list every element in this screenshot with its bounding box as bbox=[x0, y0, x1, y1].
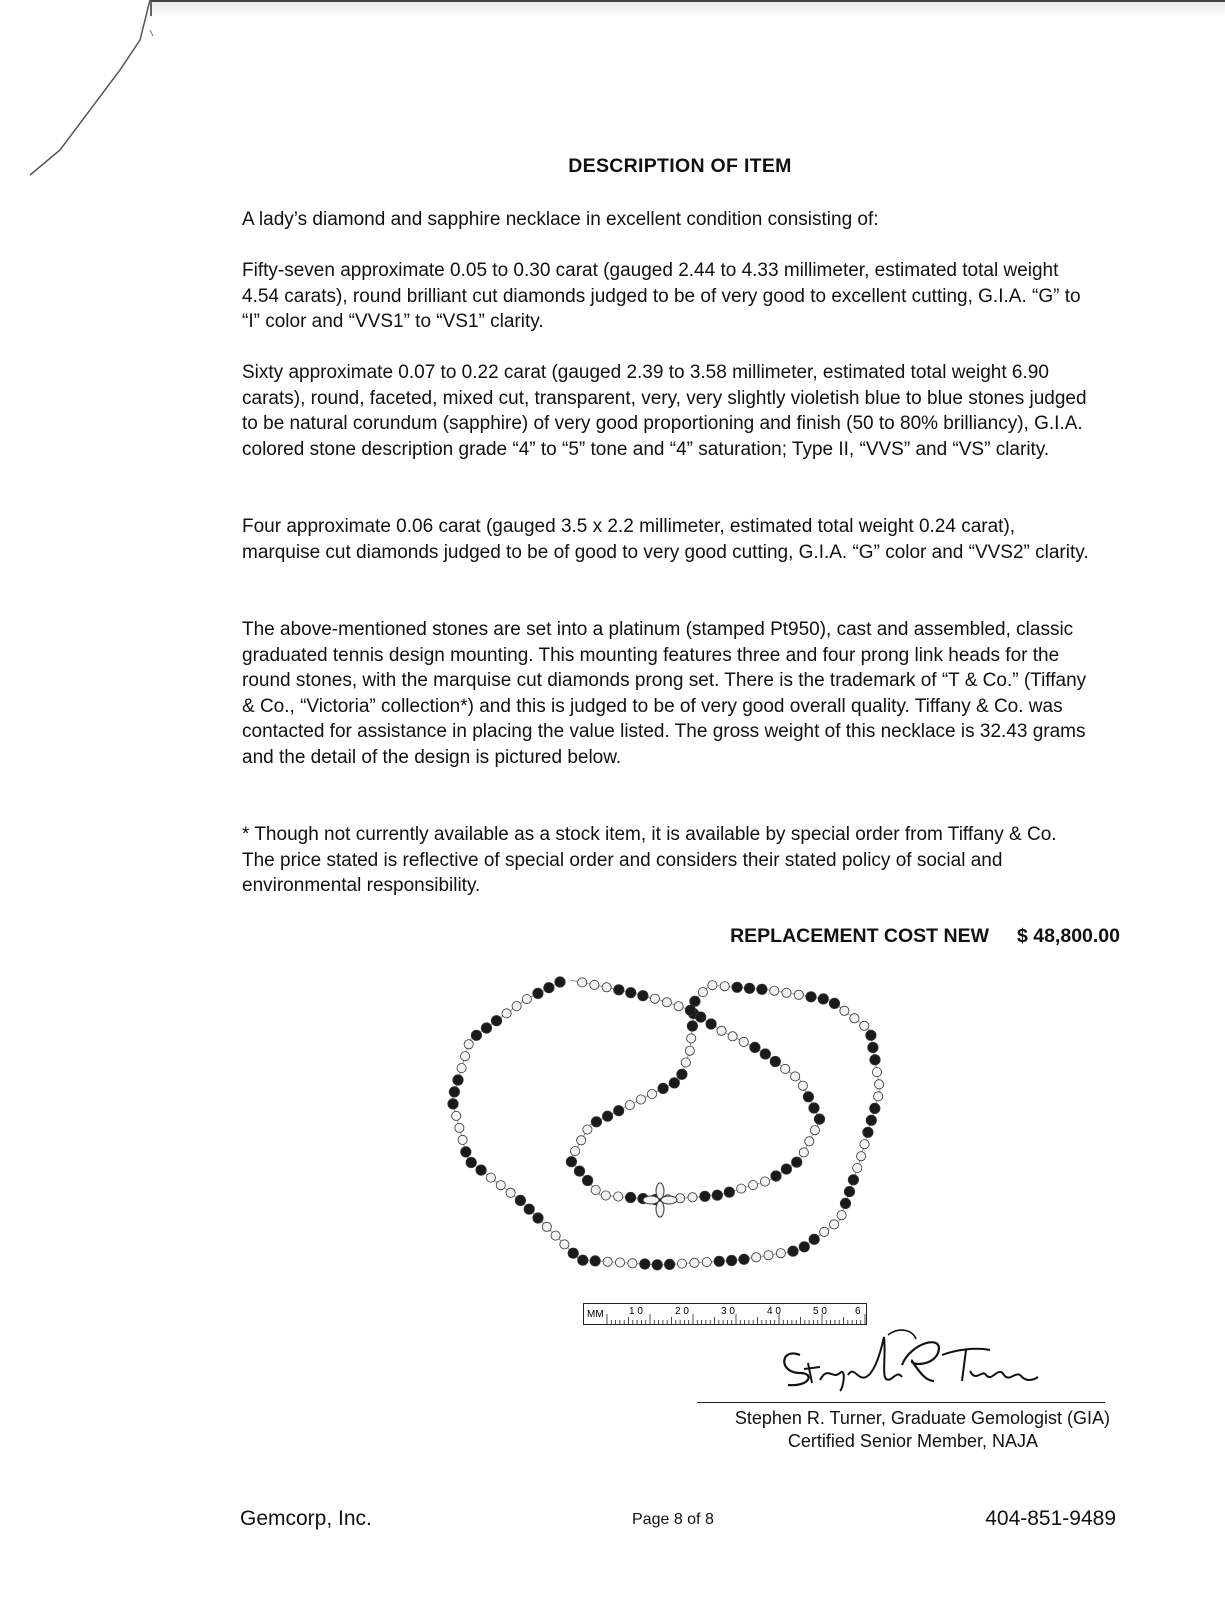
page-number: Page 8 of 8 bbox=[632, 1511, 714, 1528]
handwritten-signature bbox=[770, 1325, 1040, 1395]
replacement-cost-value: $ 48,800.00 bbox=[1016, 925, 1120, 947]
diamond-stone bbox=[717, 1026, 726, 1035]
diamond-stone bbox=[840, 1006, 849, 1015]
sapphire-stone bbox=[626, 988, 636, 998]
sapphire-stone bbox=[788, 1246, 798, 1256]
ruler-label: 3 0 bbox=[721, 1306, 735, 1317]
sapphire-stone bbox=[449, 1087, 459, 1097]
sapphire-stone bbox=[568, 1248, 578, 1258]
diamond-stone bbox=[590, 980, 599, 989]
diamond-stone bbox=[650, 994, 659, 1003]
diamond-stone bbox=[875, 1080, 884, 1089]
diamond-stone bbox=[602, 983, 611, 992]
sapphire-stone bbox=[714, 1256, 724, 1266]
diamond-stone bbox=[502, 1009, 511, 1018]
company-name: Gemcorp, Inc. bbox=[240, 1507, 372, 1530]
diamond-stone bbox=[512, 1002, 521, 1011]
diamond-stone bbox=[837, 1211, 846, 1220]
sapphire-stone bbox=[461, 1147, 471, 1157]
sapphire-stone bbox=[566, 1157, 576, 1167]
sapphire-stone bbox=[476, 1165, 486, 1175]
sapphire-stone bbox=[809, 1234, 819, 1244]
sapphire-stone bbox=[771, 1171, 781, 1181]
diamond-stone bbox=[688, 1193, 697, 1202]
marquise-paragraph: Four approximate 0.06 carat (gauged 3.5 x 2.2 millimeter, estimated total weight 0.24 carat), marquise cut diamonds judged to be of good to very good cutting, G.I.A. “G” color and “VVS2” clarity. bbox=[242, 516, 1089, 563]
diamond-stone bbox=[496, 1181, 505, 1190]
ruler-label: 4 0 bbox=[767, 1306, 781, 1317]
diamond-stone bbox=[685, 1046, 694, 1055]
sapphire-stone bbox=[770, 1056, 780, 1066]
sapphire-stone bbox=[614, 1106, 624, 1116]
sapphire-stone bbox=[515, 1195, 525, 1205]
diamond-stone bbox=[687, 1034, 696, 1043]
diamond-stone bbox=[591, 1185, 600, 1194]
sapphire-stone bbox=[524, 1204, 534, 1214]
ruler-label: 5 0 bbox=[813, 1306, 827, 1317]
diamond-stone bbox=[776, 1249, 785, 1258]
sapphire-stone bbox=[732, 982, 742, 992]
diamond-stone bbox=[690, 1258, 699, 1267]
ruler-label: 1 0 bbox=[629, 1306, 643, 1317]
diamond-stone bbox=[798, 1081, 807, 1090]
diamond-stone bbox=[571, 1147, 580, 1156]
diamond-stone bbox=[830, 1220, 839, 1229]
diamond-stone bbox=[506, 1188, 515, 1197]
diamond-stone bbox=[737, 1184, 746, 1193]
diamond-stone bbox=[872, 1068, 881, 1077]
diamond-stone bbox=[457, 1064, 466, 1073]
diamond-stone bbox=[636, 1095, 645, 1104]
sapphire-stone bbox=[750, 1042, 760, 1052]
diamond-stone bbox=[647, 1089, 656, 1098]
sapphire-stone bbox=[868, 1042, 878, 1052]
sapphire-stone bbox=[781, 1164, 791, 1174]
sapphire-stone bbox=[574, 1166, 584, 1176]
diamond-stone bbox=[560, 1240, 569, 1249]
sapphire-stone bbox=[700, 1191, 710, 1201]
diamond-stone bbox=[749, 1181, 758, 1190]
diamond-stone bbox=[577, 1136, 586, 1145]
diamond-stone bbox=[739, 1037, 748, 1046]
diamond-stone bbox=[625, 1101, 634, 1110]
diamond-stone bbox=[603, 1257, 612, 1266]
sapphire-stone bbox=[640, 1259, 650, 1269]
diamond-stone bbox=[486, 1173, 495, 1182]
sapphire-stone bbox=[652, 1260, 662, 1270]
sapphire-stone bbox=[578, 1255, 588, 1265]
sapphire-stone bbox=[809, 1103, 819, 1113]
diamond-stone bbox=[794, 990, 803, 999]
ruler-unit-label: MM bbox=[587, 1309, 604, 1320]
necklace-photo bbox=[440, 960, 910, 1295]
sapphire-stone bbox=[814, 1114, 824, 1124]
replacement-cost bbox=[600, 925, 1120, 948]
mounting-paragraph: The above-mentioned stones are set into a platinum (stamped Pt950), cast and assembled, classic graduated tennis design mounting. This mounting features three and four prong link heads for the round stones, with the marquise cut diamonds prong set. There is the trademark of “T & Co.” (Tiffany & Co., “Victoria” collection*) and this is judged to be of very good overall quality. Tiffany & Co. was contacted for assistance in placing the value listed. The gross weight of this necklace is 32.43 grams and the detail of the design is pictured below. bbox=[242, 619, 1087, 768]
sapphire-stone bbox=[799, 1242, 809, 1252]
sapphire-stone bbox=[712, 1190, 722, 1200]
signature-line bbox=[697, 1402, 1105, 1403]
diamond-stone bbox=[781, 1064, 790, 1073]
diamond-stone bbox=[461, 1052, 470, 1061]
sapphire-stone bbox=[614, 985, 624, 995]
diamond-stone bbox=[853, 1163, 862, 1172]
signer-block bbox=[640, 1407, 1110, 1453]
footnote-paragraph: * Though not currently available as a stock item, it is available by special order from Tiffany & Co. The price stated is reflective of special order and considers their stated policy of social and environmental responsibility. bbox=[242, 824, 1057, 896]
sapphire-stone bbox=[687, 1021, 697, 1031]
sapphire-stone bbox=[544, 983, 554, 993]
signer-name: Stephen R. Turner, Graduate Gemologist (GIA) bbox=[734, 1408, 1110, 1428]
diamond-stone bbox=[464, 1040, 473, 1049]
sapphire-stone bbox=[724, 1187, 734, 1197]
diamond-stone bbox=[791, 1072, 800, 1081]
ruler-label: 2 0 bbox=[675, 1306, 689, 1317]
sapphire-stone bbox=[664, 1259, 674, 1269]
signer-title: Certified Senior Member, NAJA bbox=[787, 1431, 1038, 1451]
diamond-stone bbox=[857, 1152, 866, 1161]
diamond-stone bbox=[764, 1251, 773, 1260]
diamond-stone bbox=[860, 1021, 869, 1030]
sapphire-stone bbox=[582, 1175, 592, 1185]
sapphire-stone bbox=[848, 1175, 858, 1185]
sapphire-stone bbox=[726, 1255, 736, 1265]
millimeter-scale bbox=[583, 1303, 867, 1325]
diamond-stone bbox=[578, 978, 587, 987]
diamond-stone bbox=[522, 995, 531, 1004]
sapphire-stone bbox=[638, 991, 648, 1001]
diamond-stone bbox=[662, 998, 671, 1007]
diamond-stone bbox=[601, 1191, 610, 1200]
diamond-stone bbox=[614, 1192, 623, 1201]
diamond-stone bbox=[770, 986, 779, 995]
sapphire-stone bbox=[491, 1016, 501, 1026]
sapphire-stone bbox=[453, 1075, 463, 1085]
diamond-stone bbox=[810, 1126, 819, 1135]
sapphire-stone bbox=[685, 1005, 695, 1015]
sapphire-stone bbox=[760, 1049, 770, 1059]
diamond-stone bbox=[799, 1148, 808, 1157]
sapphire-stone bbox=[706, 1019, 716, 1029]
diamond-stone bbox=[752, 1253, 761, 1262]
sapphire-stone bbox=[677, 1069, 687, 1079]
diamond-stone bbox=[542, 1222, 551, 1231]
sapphire-stone bbox=[602, 1111, 612, 1121]
diamond-stone bbox=[874, 1092, 883, 1101]
sapphire-stone bbox=[739, 1254, 749, 1264]
diamond-paragraph: Fifty-seven approximate 0.05 to 0.30 carat (gauged 2.44 to 4.33 millimeter, estimated total weight 4.54 carats), round brilliant cut diamonds judged to be of very good to excellent cutting, G.I.A. “G” to “I” color and “VVS1” to “VS1” clarity. bbox=[242, 260, 1081, 332]
diamond-stone bbox=[850, 1014, 859, 1023]
diamond-stone bbox=[760, 1177, 769, 1186]
sapphire-stone bbox=[792, 1157, 802, 1167]
intro-paragraph: A lady’s diamond and sapphire necklace in excellent condition consisting of: bbox=[242, 209, 879, 230]
sapphire-stone bbox=[533, 1213, 543, 1223]
sapphire-stone bbox=[840, 1198, 850, 1208]
sapphire-stone bbox=[829, 998, 839, 1008]
diamond-stone bbox=[728, 1032, 737, 1041]
sapphire-stone bbox=[533, 988, 543, 998]
sapphire-stone bbox=[818, 994, 828, 1004]
sapphire-stone bbox=[757, 984, 767, 994]
diamond-stone bbox=[615, 1258, 624, 1267]
replacement-cost-label: REPLACEMENT COST NEW bbox=[730, 925, 989, 947]
diamond-stone bbox=[452, 1111, 461, 1120]
diamond-stone bbox=[677, 1259, 686, 1268]
diamond-stone bbox=[583, 1125, 592, 1134]
sapphire-stone bbox=[866, 1115, 876, 1125]
page-title: DESCRIPTION OF ITEM bbox=[568, 155, 792, 177]
diamond-stone bbox=[708, 981, 717, 990]
diamond-stone bbox=[805, 1137, 814, 1146]
diamond-stone bbox=[820, 1227, 829, 1236]
sapphire-stone bbox=[669, 1078, 679, 1088]
sapphire-stone bbox=[806, 992, 816, 1002]
scan-edge-top bbox=[150, 0, 1225, 16]
sapphire-stone bbox=[744, 983, 754, 993]
sapphire-stone bbox=[803, 1092, 813, 1102]
sapphire-stone bbox=[466, 1157, 476, 1167]
sapphire-stone bbox=[658, 1083, 668, 1093]
sapphire-stone bbox=[870, 1103, 880, 1113]
sapphire-stone bbox=[696, 1012, 706, 1022]
sapphire-stone bbox=[870, 1055, 880, 1065]
diamond-stone bbox=[720, 982, 729, 991]
sapphire-stone bbox=[863, 1127, 873, 1137]
sapphire-paragraph: Sixty approximate 0.07 to 0.22 carat (gauged 2.39 to 3.58 millimeter, estimated total weight 6.90 carats), round, faceted, mixed cut, transparent, very, very slightly violetish blue to blue stones judged to be natural corundum (sapphire) of very good proportioning and finish (50 to 80% brilliancy), G.I.A. colored stone description grade “4” to “5” tone and “4” saturation; Type II, “VVS” and “VS” clarity. bbox=[242, 362, 1087, 460]
diamond-stone bbox=[702, 1258, 711, 1267]
sapphire-stone bbox=[555, 977, 565, 987]
diamond-stone bbox=[681, 1058, 690, 1067]
diamond-stone bbox=[551, 1231, 560, 1240]
sapphire-stone bbox=[591, 1117, 601, 1127]
sapphire-stone bbox=[448, 1099, 458, 1109]
diamond-stone bbox=[455, 1123, 464, 1132]
diamond-stone bbox=[698, 988, 707, 997]
phone-number: 404-851-9489 bbox=[985, 1507, 1116, 1530]
diamond-stone bbox=[860, 1140, 869, 1149]
ruler-label: 6 bbox=[855, 1306, 861, 1317]
sapphire-stone bbox=[481, 1023, 491, 1033]
diamond-stone bbox=[628, 1259, 637, 1268]
sapphire-stone bbox=[866, 1030, 876, 1040]
sapphire-stone bbox=[590, 1256, 600, 1266]
diamond-stone bbox=[458, 1135, 467, 1144]
sapphire-stone bbox=[471, 1030, 481, 1040]
sapphire-stone bbox=[625, 1192, 635, 1202]
sapphire-stone bbox=[844, 1186, 854, 1196]
diamond-stone bbox=[782, 988, 791, 997]
diamond-stone bbox=[674, 1002, 683, 1011]
